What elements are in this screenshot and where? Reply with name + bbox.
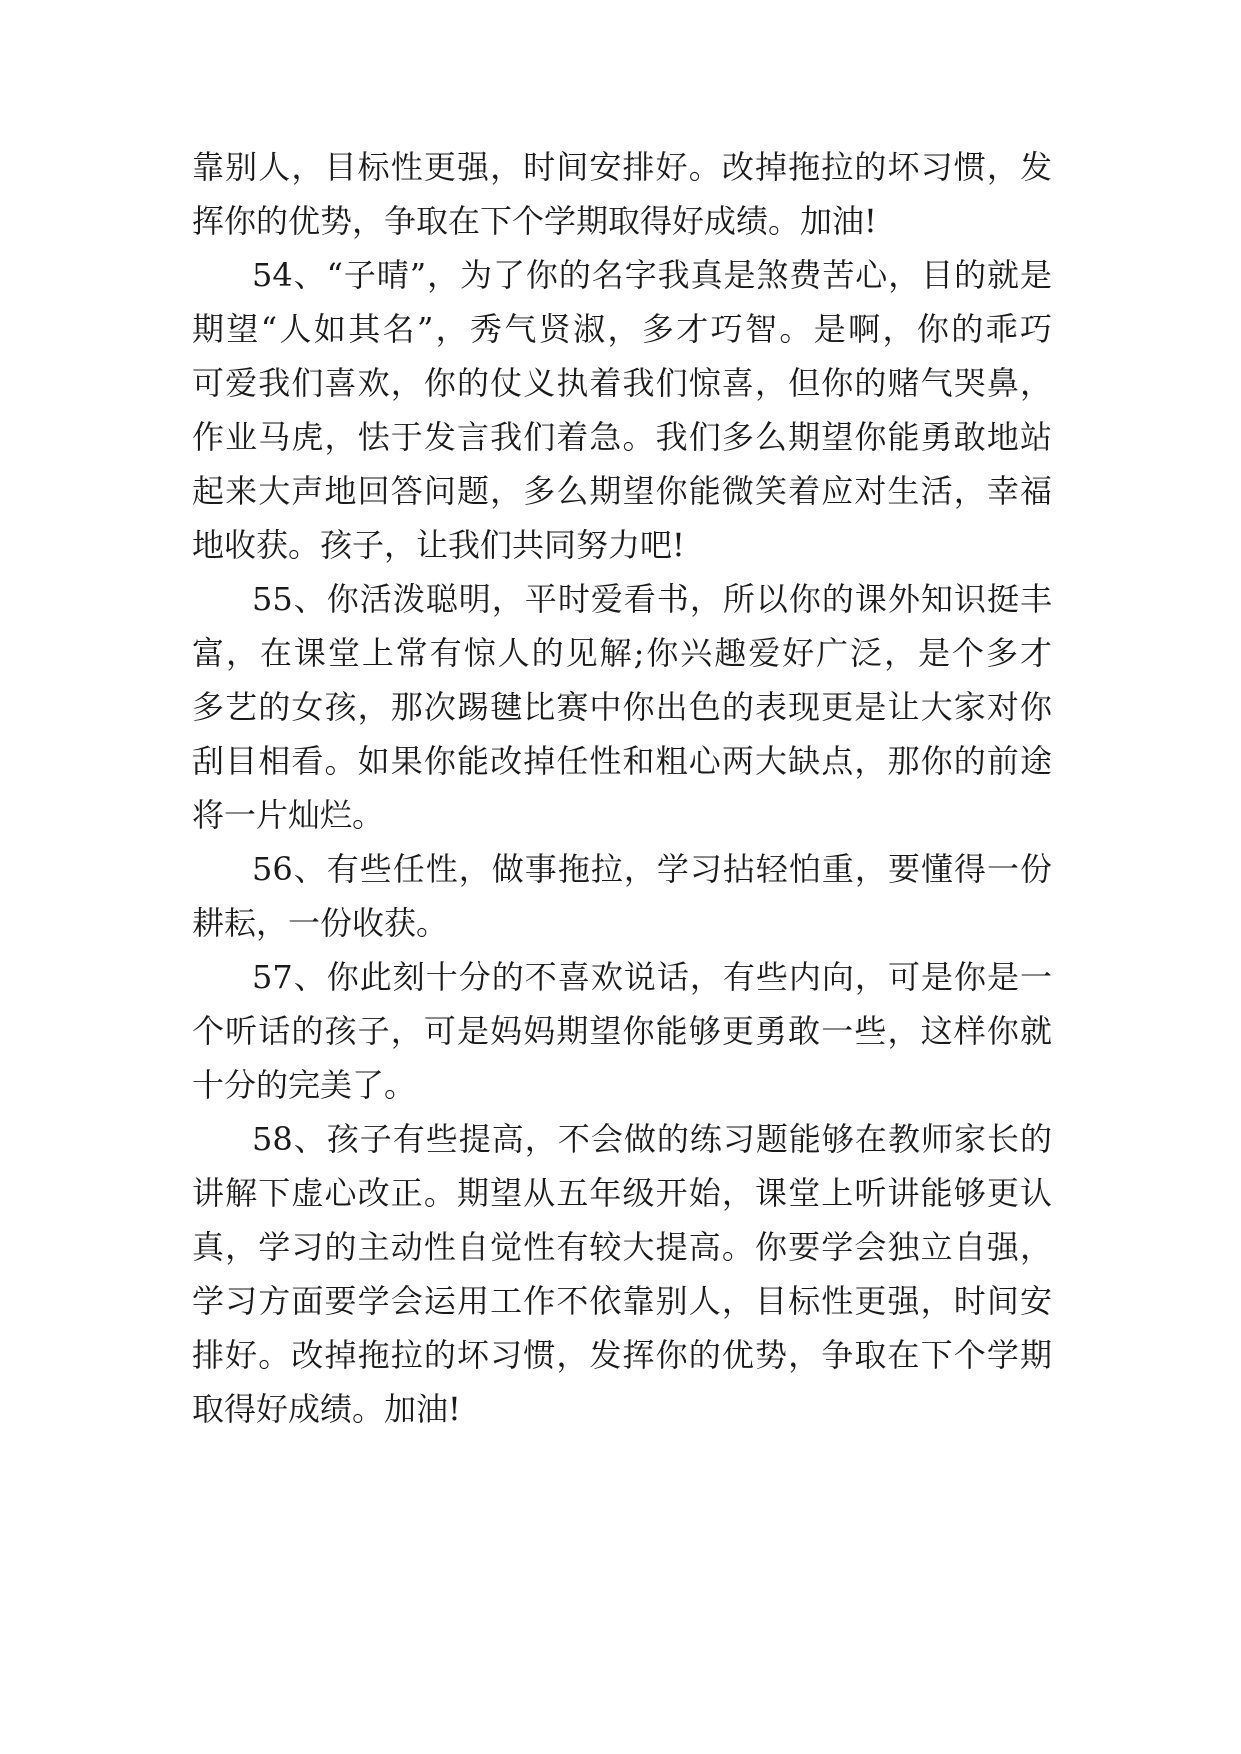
paragraph-56-first-line: 56、有些任性，做事拖拉，学习拈轻怕重，要懂得一份 bbox=[252, 850, 1052, 888]
text-line: 将一片灿烂。 bbox=[192, 796, 385, 834]
text-line: 期望“人如其名”，秀气贤淑，多才巧智。是啊，你的乖巧 bbox=[192, 310, 1052, 348]
text-line: 富，在课堂上常有惊人的见解;你兴趣爱好广泛，是个多才 bbox=[192, 634, 1052, 672]
text-line: 讲解下虚心改正。期望从五年级开始，课堂上听讲能够更认 bbox=[192, 1174, 1052, 1212]
paragraph-55-first-line: 55、你活泼聪明，平时爱看书，所以你的课外知识挺丰 bbox=[252, 580, 1052, 618]
text-line: 排好。改掉拖拉的坏习惯，发挥你的优势，争取在下个学期 bbox=[192, 1336, 1052, 1374]
text-line: 挥你的优势，争取在下个学期取得好成绩。加油! bbox=[192, 202, 877, 240]
text-line: 可爱我们喜欢，你的仗义执着我们惊喜，但你的赌气哭鼻， bbox=[192, 364, 1052, 402]
paragraph-57-first-line: 57、你此刻十分的不喜欢说话，有些内向，可是你是一 bbox=[252, 958, 1052, 996]
paragraph-58-first-line: 58、孩子有些提高，不会做的练习题能够在教师家长的 bbox=[252, 1120, 1052, 1158]
paragraph-54-first-line: 54、“子晴”，为了你的名字我真是煞费苦心，目的就是 bbox=[252, 256, 1052, 294]
text-line: 学习方面要学会运用工作不依靠别人，目标性更强，时间安 bbox=[192, 1282, 1052, 1320]
text-line: 地收获。孩子，让我们共同努力吧! bbox=[192, 526, 685, 564]
text-line: 耕耘，一份收获。 bbox=[192, 904, 449, 942]
text-line: 真，学习的主动性自觉性有较大提高。你要学会独立自强， bbox=[192, 1228, 1052, 1266]
text-line: 个听话的孩子，可是妈妈期望你能够更勇敢一些，这样你就 bbox=[192, 1012, 1052, 1050]
text-line: 十分的完美了。 bbox=[192, 1066, 417, 1104]
text-line: 取得好成绩。加油! bbox=[192, 1390, 461, 1428]
text-line: 靠别人，目标性更强，时间安排好。改掉拖拉的坏习惯，发 bbox=[192, 148, 1052, 186]
text-line: 作业马虎，怯于发言我们着急。我们多么期望你能勇敢地站 bbox=[192, 418, 1052, 456]
text-line: 刮目相看。如果你能改掉任性和粗心两大缺点，那你的前途 bbox=[192, 742, 1052, 780]
text-line: 多艺的女孩，那次踢毽比赛中你出色的表现更是让大家对你 bbox=[192, 688, 1052, 726]
text-line: 起来大声地回答问题，多么期望你能微笑着应对生活，幸福 bbox=[192, 472, 1052, 510]
